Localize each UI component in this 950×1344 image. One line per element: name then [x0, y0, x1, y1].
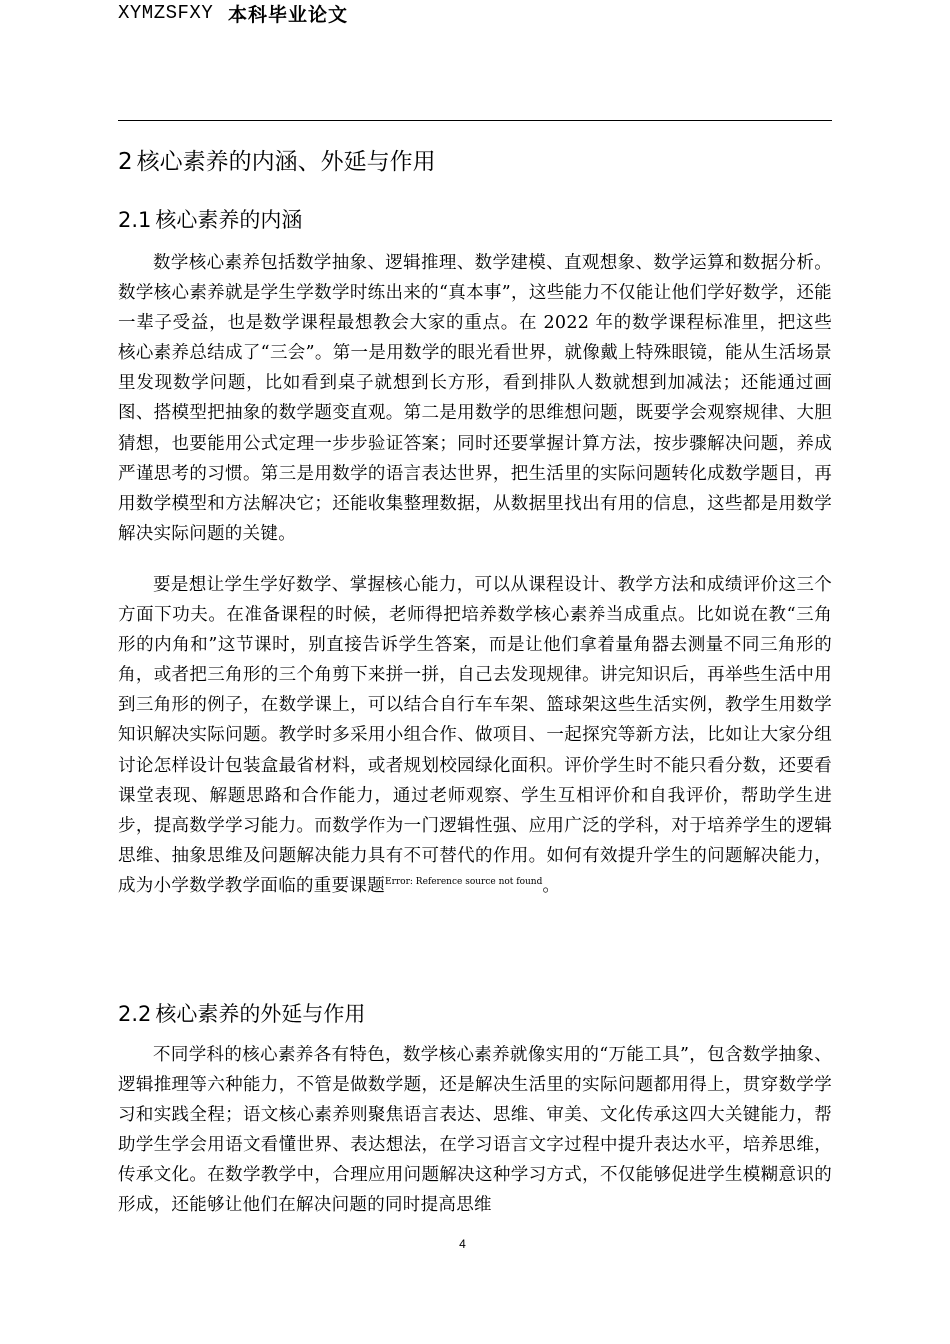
- body-paragraph: 不同学科的核心素养各有特色，数学核心素养就像实用的“万能工具”，包含数学抽象、逻辑推理等六种能力，不管是做数学题，还是解决生活里的实际问题都用得上，贯穿数学学习和实践全程；语文核心素养则聚焦语言表达、思维、审美、文化传承这四大关键能力，帮助学生学会用语文看懂世界、表达想法，在学习语言文字过程中提升表达水平，培养思维，传承文化。在数学教学中，合理应用问题解决这种学习方式，不仅能够促进学生模糊意识的形成，还能够让他们在解决问题的同时提高思维: [118, 1045, 832, 1216]
- citation-error: Error: Reference source not found: [385, 877, 543, 888]
- sentence-end: 。: [542, 875, 561, 896]
- section-number: 2.2: [118, 1002, 152, 1026]
- chapter-title: 核心素养的内涵、外延与作用: [136, 149, 436, 175]
- chapter-number: 2: [118, 149, 133, 175]
- section-heading-2-2: [118, 998, 365, 1028]
- header-code: XYMZSFXY: [118, 2, 214, 24]
- section-number: 2.1: [118, 208, 152, 232]
- section-heading-2-1: [118, 204, 302, 234]
- running-header: [118, 88, 832, 121]
- paragraph-text: 要是想让学生学好数学、掌握核心能力，可以从课程设计、教学方法和成绩评价这三个方面下功夫。在准备课程的时候，老师得把培养数学核心素养当成重点。比如说在教“三角形的内角和”这节课时，别直接告诉学生答案，而是让他们拿着量角器去测量不同三角形的角，或者把三角形的三个角剪下来拼一拼，自己去发现规律。讲完知识后，再举些生活中用到三角形的例子，在数学课上，可以结合自行车车架、篮球架这些生活实例，教学生用数学知识解决实际问题。教学时多采用小组合作、做项目、一起探究等新方法，比如让大家分组讨论怎样设计包装盒最省材料，或者规划校园绿化面积。评价学生时不能只看分数，还要看课堂表现、解题思路和合作能力，通过老师观察、学生互相评价和自我评价，帮助学生进步，提高数学学习能力。而数学作为一门逻辑性强、应用广泛的学科，对于培养学生的逻辑思维、抽象思维及问题解决能力具有不可替代的作用。如何有效提升学生的问题解决能力，成为小学数学教学面临的重要课题: [118, 575, 832, 896]
- body-paragraph: 数学核心素养包括数学抽象、逻辑推理、数学建模、直观想象、数学运算和数据分析。数学核心素养就是学生学数学时练出来的“真本事”，这些能力不仅能让他们学好数学，还能一辈子受益，也是数学课程最想教会大家的重点。在 2022 年的数学课程标准里，把这些核心素养总结成了“三会”。第一是用数学的眼光看世界，就像戴上特殊眼镜，能从生活场景里发现数学问题，比如看到桌子就想到长方形，看到排队人数就想到加减法；还能通过画图、搭模型把抽象的数学题变直观。第二是用数学的思维想问题，既要学会观察规律、大胆猜想，也要能用公式定理一步步验证答案；同时还要掌握计算方法，按步骤解决问题，养成严谨思考的习惯。第三是用数学的语言表达世界，把生活里的实际问题转化成数学题目，再用数学模型和方法解决它；还能收集整理数据，从数据里找出有用的信息，这些都是用数学解决实际问题的关键。: [118, 253, 832, 544]
- chapter-heading: [118, 143, 436, 176]
- section-title: 核心素养的内涵: [155, 208, 303, 232]
- page-number: 4: [459, 1237, 466, 1251]
- body-paragraph: [118, 570, 832, 901]
- header-title: 本科毕业论文: [228, 4, 349, 26]
- section-title: 核心素养的外延与作用: [155, 1002, 366, 1026]
